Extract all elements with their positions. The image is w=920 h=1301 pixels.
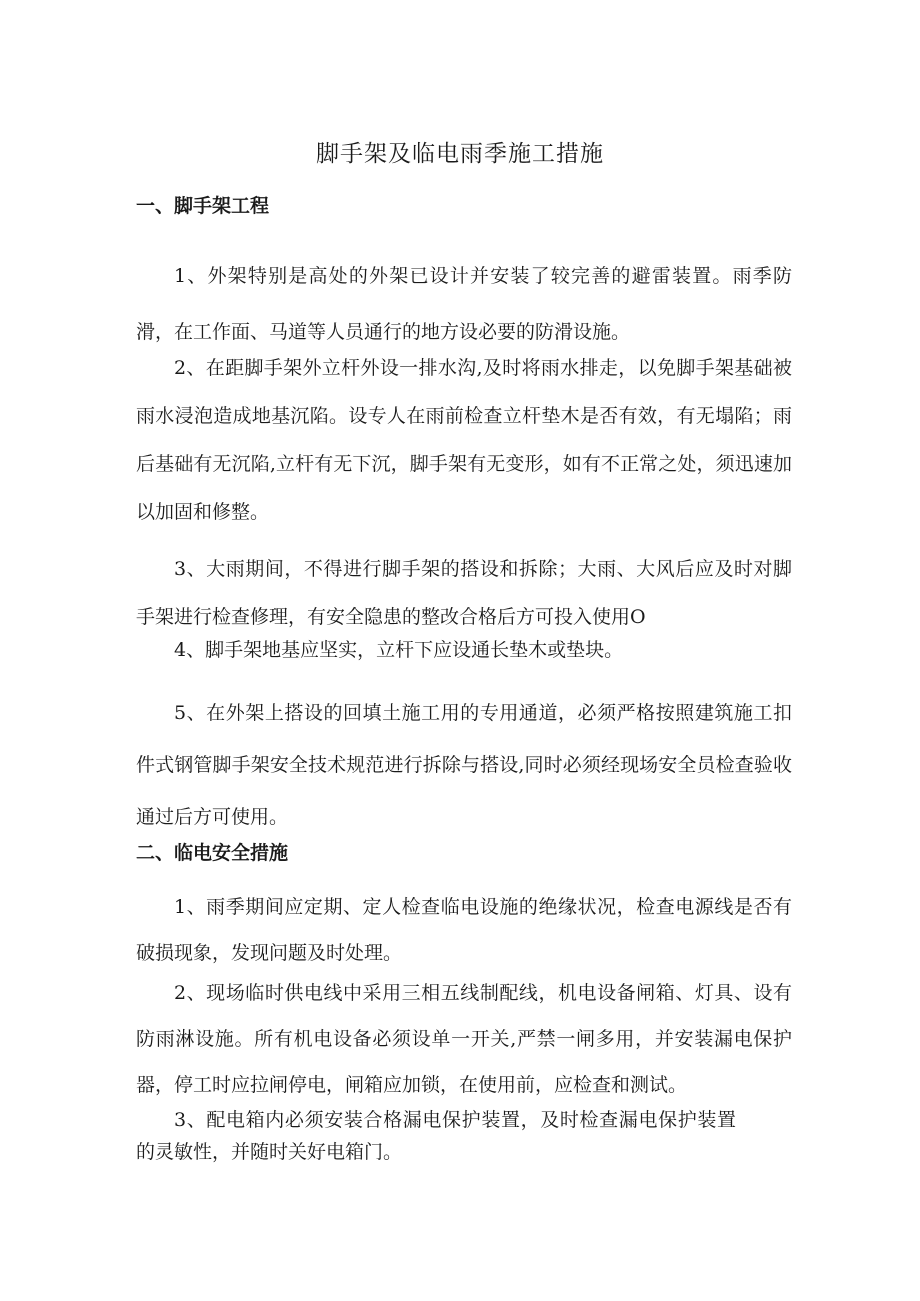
document-title: 脚手架及临电雨季施工措施 — [316, 141, 604, 167]
paragraph: 5、在外架上搭设的回填土施工用的专用通道，必须严格按照建筑施工扣件式钢管脚手架安全技术规范进行拆除与搭设,同时必须经现场安全员检查验收通过后方可使用。 — [136, 702, 792, 828]
paragraph: 3、大雨期间，不得进行脚手架的搭设和拆除；大雨、大风后应及时对脚手架进行检查修理，有安全隐患的整改合格后方可投入使用O — [136, 558, 792, 628]
section-heading-temporary-electricity: 二、临电安全措施 — [136, 842, 289, 864]
paragraph: 1、雨季期间应定期、定人检查临电设施的绝缘状况，检查电源线是否有破损现象，发现问题及时处理。 — [136, 896, 792, 964]
paragraph: 1、外架特别是高处的外架已设计并安装了较完善的避雷装置。雨季防滑，在工作面、马道等人员通行的地方设必要的防滑设施。 — [136, 265, 792, 343]
paragraph: 2、在距脚手架外立杆外设一排水沟,及时将雨水排走，以免脚手架基础被雨水浸泡造成地基沉陷。设专人在雨前检查立杆垫木是否有效，有无塌陷；雨后基础有无沉陷,立杆有无下沉，脚手架有无变形，如有不正常之处，须迅速加以加固和修整。 — [136, 357, 792, 523]
paragraph: 3、配电箱内必须安装合格漏电保护装置，及时检查漏电保护装置的灵敏性，并随时关好电箱门。 — [136, 1109, 736, 1163]
paragraph: 2、现场临时供电线中采用三相五线制配线，机电设备闸箱、灯具、设有防雨淋设施。所有机电设备必须设单一开关,严禁一闸多用，并安装漏电保护器，停工时应拉闸停电，闸箱应加锁，在使用前，应检查和测试。 — [136, 982, 792, 1096]
section-heading-scaffolding: 一、脚手架工程 — [136, 195, 270, 217]
paragraph: 4、脚手架地基应坚实，立杆下应设通长垫木或垫块。 — [174, 639, 624, 661]
